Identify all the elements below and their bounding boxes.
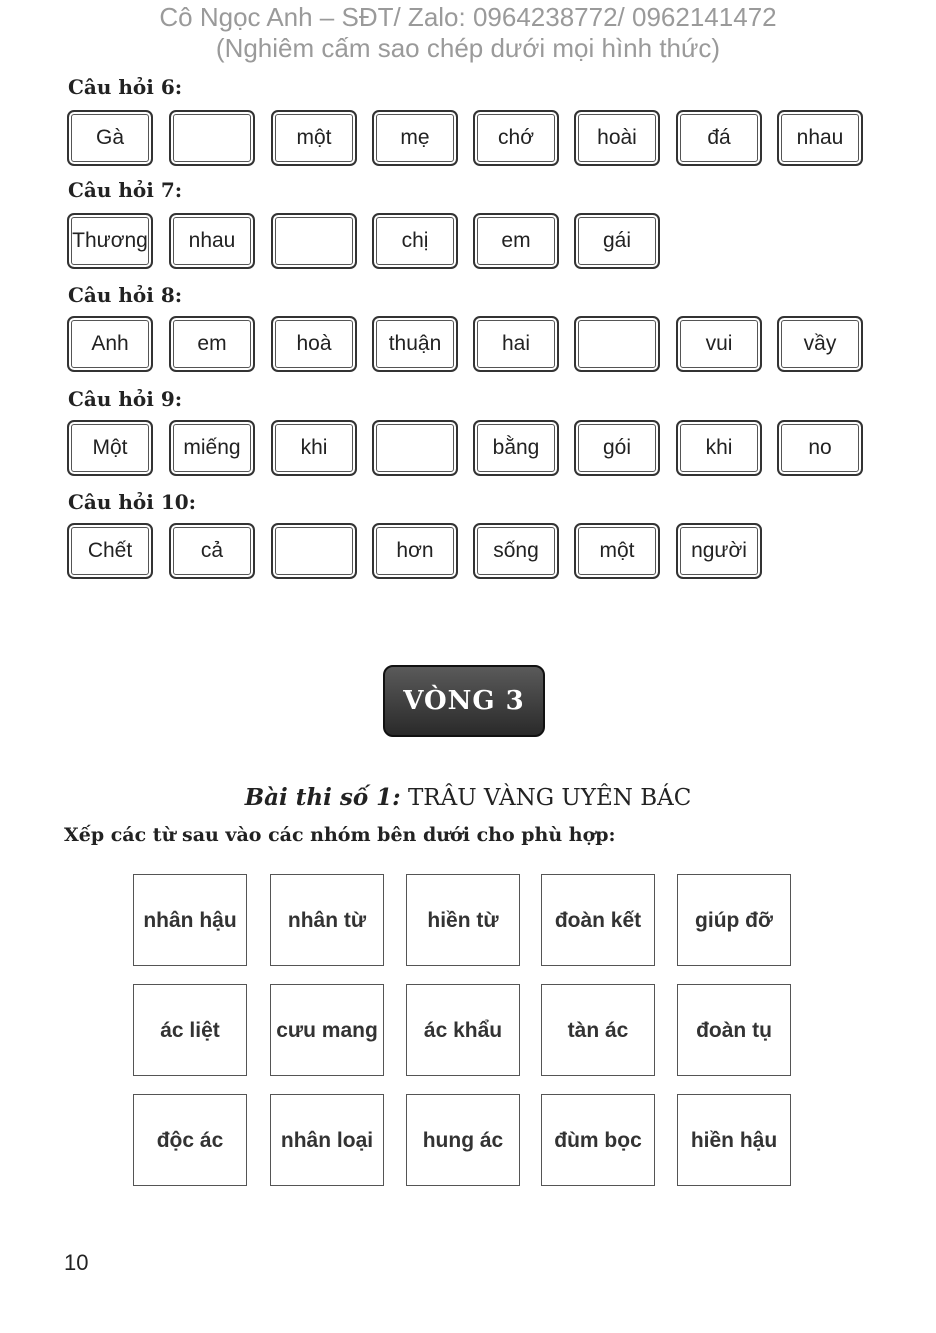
header-copyright: (Nghiêm cấm sao chép dưới mọi hình thức) xyxy=(215,33,721,63)
grid-word-cell[interactable]: nhân loại xyxy=(270,1094,384,1186)
word-cell[interactable]: vầy xyxy=(777,316,863,372)
word-cell[interactable]: hơn xyxy=(372,523,458,579)
grid-word-cell[interactable]: nhân hậu xyxy=(133,874,247,966)
word-cell[interactable]: em xyxy=(473,213,559,269)
question-label: Câu hỏi 10: xyxy=(68,490,197,514)
grid-word-cell[interactable]: tàn ác xyxy=(541,984,655,1076)
word-cell[interactable]: gái xyxy=(574,213,660,269)
test-title xyxy=(0,784,936,811)
grid-word-cell[interactable]: cưu mang xyxy=(270,984,384,1076)
question-label: Câu hỏi 6: xyxy=(68,75,183,99)
grid-word-cell[interactable]: hiền từ xyxy=(406,874,520,966)
word-cell[interactable]: Anh xyxy=(67,316,153,372)
blank-cell[interactable] xyxy=(169,110,255,166)
blank-cell[interactable] xyxy=(372,420,458,476)
round-badge: VÒNG 3 xyxy=(383,665,545,737)
word-cell[interactable]: chớ xyxy=(473,110,559,166)
word-cell[interactable]: khi xyxy=(271,420,357,476)
word-cell[interactable]: nhau xyxy=(777,110,863,166)
question-label: Câu hỏi 7: xyxy=(68,178,183,202)
grid-word-cell[interactable]: đoàn tụ xyxy=(677,984,791,1076)
word-cell[interactable]: sống xyxy=(473,523,559,579)
word-cell[interactable]: hoà xyxy=(271,316,357,372)
word-cell[interactable]: gói xyxy=(574,420,660,476)
word-cell[interactable]: Chết xyxy=(67,523,153,579)
word-cell[interactable]: một xyxy=(574,523,660,579)
word-cell[interactable]: Một xyxy=(67,420,153,476)
blank-cell[interactable] xyxy=(271,213,357,269)
grid-word-cell[interactable]: nhân từ xyxy=(270,874,384,966)
instruction-text: Xếp các từ sau vào các nhóm bên dưới cho phù hợp: xyxy=(64,824,616,846)
blank-cell[interactable] xyxy=(271,523,357,579)
word-cell[interactable]: hai xyxy=(473,316,559,372)
test-title-name: TRÂU VÀNG UYÊN BÁC xyxy=(407,785,692,811)
grid-word-cell[interactable]: hung ác xyxy=(406,1094,520,1186)
word-cell[interactable]: thuận xyxy=(372,316,458,372)
grid-word-cell[interactable]: hiền hậu xyxy=(677,1094,791,1186)
word-cell[interactable]: Gà xyxy=(67,110,153,166)
test-title-prefix: Bài thi số 1: xyxy=(244,784,401,811)
word-cell[interactable]: đá xyxy=(676,110,762,166)
grid-word-cell[interactable]: ác liệt xyxy=(133,984,247,1076)
header-contact: Cô Ngọc Anh – SĐT/ Zalo: 0964238772/ 0962141472 xyxy=(159,2,777,32)
grid-word-cell[interactable]: đùm bọc xyxy=(541,1094,655,1186)
word-cell[interactable]: vui xyxy=(676,316,762,372)
word-cell[interactable]: mẹ xyxy=(372,110,458,166)
word-cell[interactable]: bằng xyxy=(473,420,559,476)
word-cell[interactable]: người xyxy=(676,523,762,579)
word-cell[interactable]: chị xyxy=(372,213,458,269)
grid-word-cell[interactable]: ác khẩu xyxy=(406,984,520,1076)
question-label: Câu hỏi 9: xyxy=(68,387,183,411)
grid-word-cell[interactable]: giúp đỡ xyxy=(677,874,791,966)
word-cell[interactable]: khi xyxy=(676,420,762,476)
page-number: 10 xyxy=(64,1250,89,1275)
word-cell[interactable]: miếng xyxy=(169,420,255,476)
grid-word-cell[interactable]: độc ác xyxy=(133,1094,247,1186)
grid-word-cell[interactable]: đoàn kết xyxy=(541,874,655,966)
word-cell[interactable]: cả xyxy=(169,523,255,579)
word-cell[interactable]: em xyxy=(169,316,255,372)
word-cell[interactable]: nhau xyxy=(169,213,255,269)
word-cell[interactable]: Thương xyxy=(67,213,153,269)
word-cell[interactable]: một xyxy=(271,110,357,166)
question-label: Câu hỏi 8: xyxy=(68,283,183,307)
word-cell[interactable]: hoài xyxy=(574,110,660,166)
word-cell[interactable]: no xyxy=(777,420,863,476)
blank-cell[interactable] xyxy=(574,316,660,372)
